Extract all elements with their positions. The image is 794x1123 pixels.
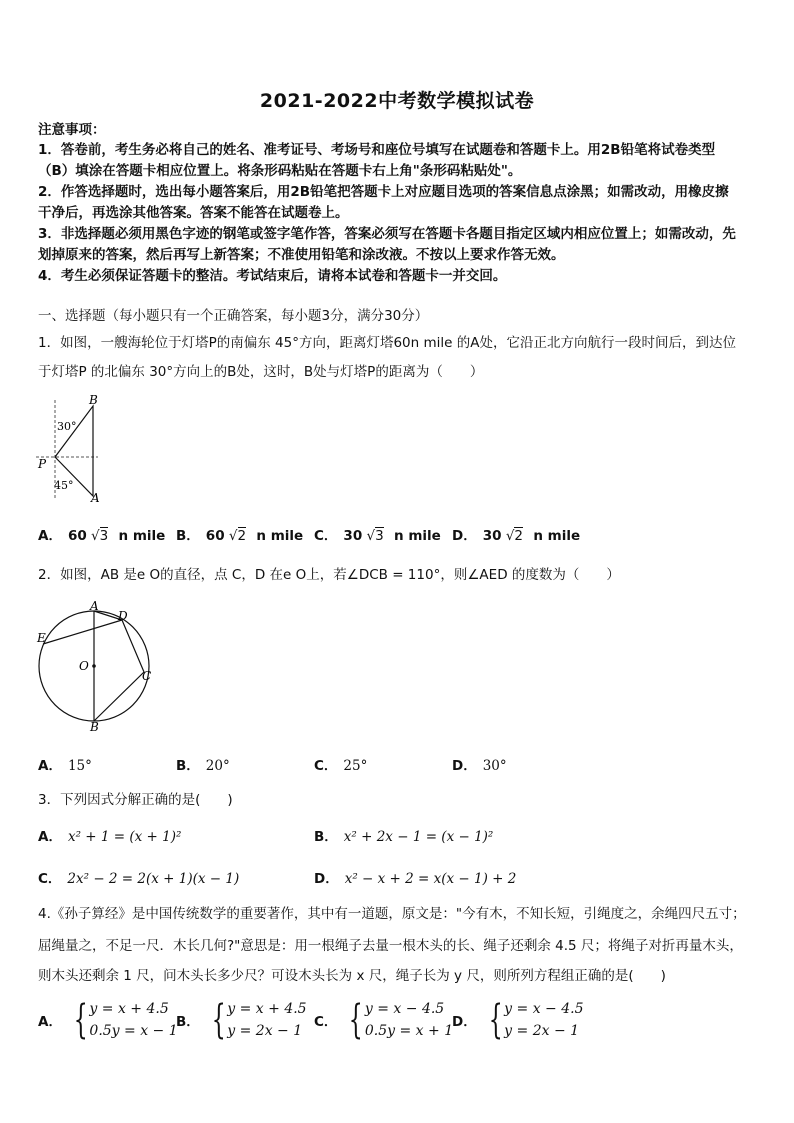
brace-symbol: {: [349, 997, 364, 1043]
q3-option-d[interactable]: D． x² − x + 2 = x(x − 1) + 2: [314, 871, 517, 887]
q1-option-b[interactable]: B． 60 √2 n mile: [176, 528, 304, 544]
brace-symbol: {: [211, 997, 226, 1043]
question-3-text: 3．下列因式分解正确的是( ): [38, 792, 233, 808]
q2-label-e: E: [37, 631, 46, 645]
q1-angle-30: 30°: [57, 420, 77, 433]
section-heading: 一、选择题（每小题只有一个正确答案，每小题3分，满分30分）: [38, 308, 429, 324]
q4-option-b[interactable]: B． { y = x + 4.5 y = 2x − 1: [176, 997, 307, 1043]
q1-label-a: A: [91, 491, 100, 504]
sqrt-symbol: √2: [505, 528, 524, 544]
q3-option-b[interactable]: B． x² + 2x − 1 = (x − 1)²: [314, 829, 494, 845]
question-4-text: 屈绳量之，不足一尺．木长几何?"意思是：用一根绳子去量一根木头的长、绳子还剩余 4.5 尺；将绳子对折再量木头，: [38, 938, 743, 954]
question-2-text: 2．如图，AB 是e O的直径，点 C，D 在e O上，若∠DCB = 110°，则∠AED 的度数为（ ）: [38, 567, 620, 583]
notes-line: 划掉原来的答案，然后再写上新答案；不准使用铅笔和涂改液。不按以上要求作答无效。: [38, 247, 565, 263]
q2-option-c[interactable]: C． 25°: [314, 758, 368, 774]
q1-label-p: P: [38, 457, 47, 471]
question-4-text: 4.《孙子算经》是中国传统数学的重要著作，其中有一道题，原文是："今有木，不知长短，引绳度之，余绳四尺五寸；: [38, 906, 746, 922]
q2-figure: [34, 600, 164, 732]
q2-label-o: O: [79, 659, 89, 673]
q2-label-a: A: [90, 600, 99, 613]
q4-option-c[interactable]: C． { y = x − 4.5 0.5y = x + 1: [314, 997, 454, 1043]
question-1-text: 于灯塔P 的北偏东 30°方向上的B处，这时，B处与灯塔P的距离为（ ）: [38, 364, 484, 380]
sqrt-symbol: √3: [91, 528, 109, 544]
q2-label-b: B: [90, 720, 99, 732]
q1-angle-45: 45°: [54, 479, 74, 492]
q3-option-a[interactable]: A． x² + 1 = (x + 1)²: [38, 829, 182, 845]
question-4-text: 则木头还剩余 1 尺，问木头长多少尺？可设木头长为 x 尺，绳子长为 y 尺，则所列方程组正确的是( ): [38, 968, 666, 984]
q3-option-c[interactable]: C． 2x² − 2 = 2(x + 1)(x − 1): [38, 871, 240, 887]
question-1-text: 1．如图，一艘海轮位于灯塔P的南偏东 45°方向，距离灯塔60n mile 的A处，它沿正北方向航行一段时间后，到达位: [38, 335, 736, 351]
notes-line: 4．考生必须保证答题卡的整洁。考试结束后，请将本试卷和答题卡一并交回。: [38, 268, 507, 284]
q1-option-a[interactable]: A． 60 √3 n mile: [38, 528, 166, 544]
q4-option-a[interactable]: A． { y = x + 4.5 0.5y = x − 1: [38, 997, 178, 1043]
q1-option-d[interactable]: D． 30 √2 n mile: [452, 528, 581, 544]
notes-line: 干净后，再选涂其他答案。答案不能答在试题卷上。: [38, 205, 349, 221]
notes-line: 3．非选择题必须用黑色字迹的钢笔或签字笔作答，答案必须写在答题卡各题目指定区域内相应位置上；如需改动，先: [38, 226, 736, 242]
q1-figure: [36, 392, 106, 504]
q1-option-c[interactable]: C． 30 √3 n mile: [314, 528, 441, 544]
sqrt-symbol: √3: [366, 528, 384, 544]
brace-symbol: {: [73, 997, 88, 1043]
q1-label-b: B: [89, 393, 98, 407]
q2-option-b[interactable]: B． 20°: [176, 758, 230, 774]
page-title: 2021-2022中考数学模拟试卷: [259, 90, 535, 112]
q2-label-d: D: [118, 609, 128, 623]
q4-option-d[interactable]: D． { y = x − 4.5 y = 2x − 1: [452, 997, 584, 1043]
notes-heading: 注意事项：: [38, 122, 106, 138]
notes-line: （B）填涂在答题卡相应位置上。将条形码粘贴在答题卡右上角"条形码粘贴处"。: [38, 163, 522, 179]
q2-option-d[interactable]: D． 30°: [452, 758, 507, 774]
notes-line: 2．作答选择题时，选出每小题答案后，用2B铅笔把答题卡上对应题目选项的答案信息点涂黑；如需改动，用橡皮擦: [38, 184, 729, 200]
q2-label-c: C: [142, 669, 152, 683]
q2-option-a[interactable]: A． 15°: [38, 758, 92, 774]
sqrt-symbol: √2: [228, 528, 247, 544]
notes-line: 1．答卷前，考生务必将自己的姓名、准考证号、考场号和座位号填写在试题卷和答题卡上。用2B铅笔将试卷类型: [38, 142, 716, 158]
brace-symbol: {: [488, 997, 503, 1043]
